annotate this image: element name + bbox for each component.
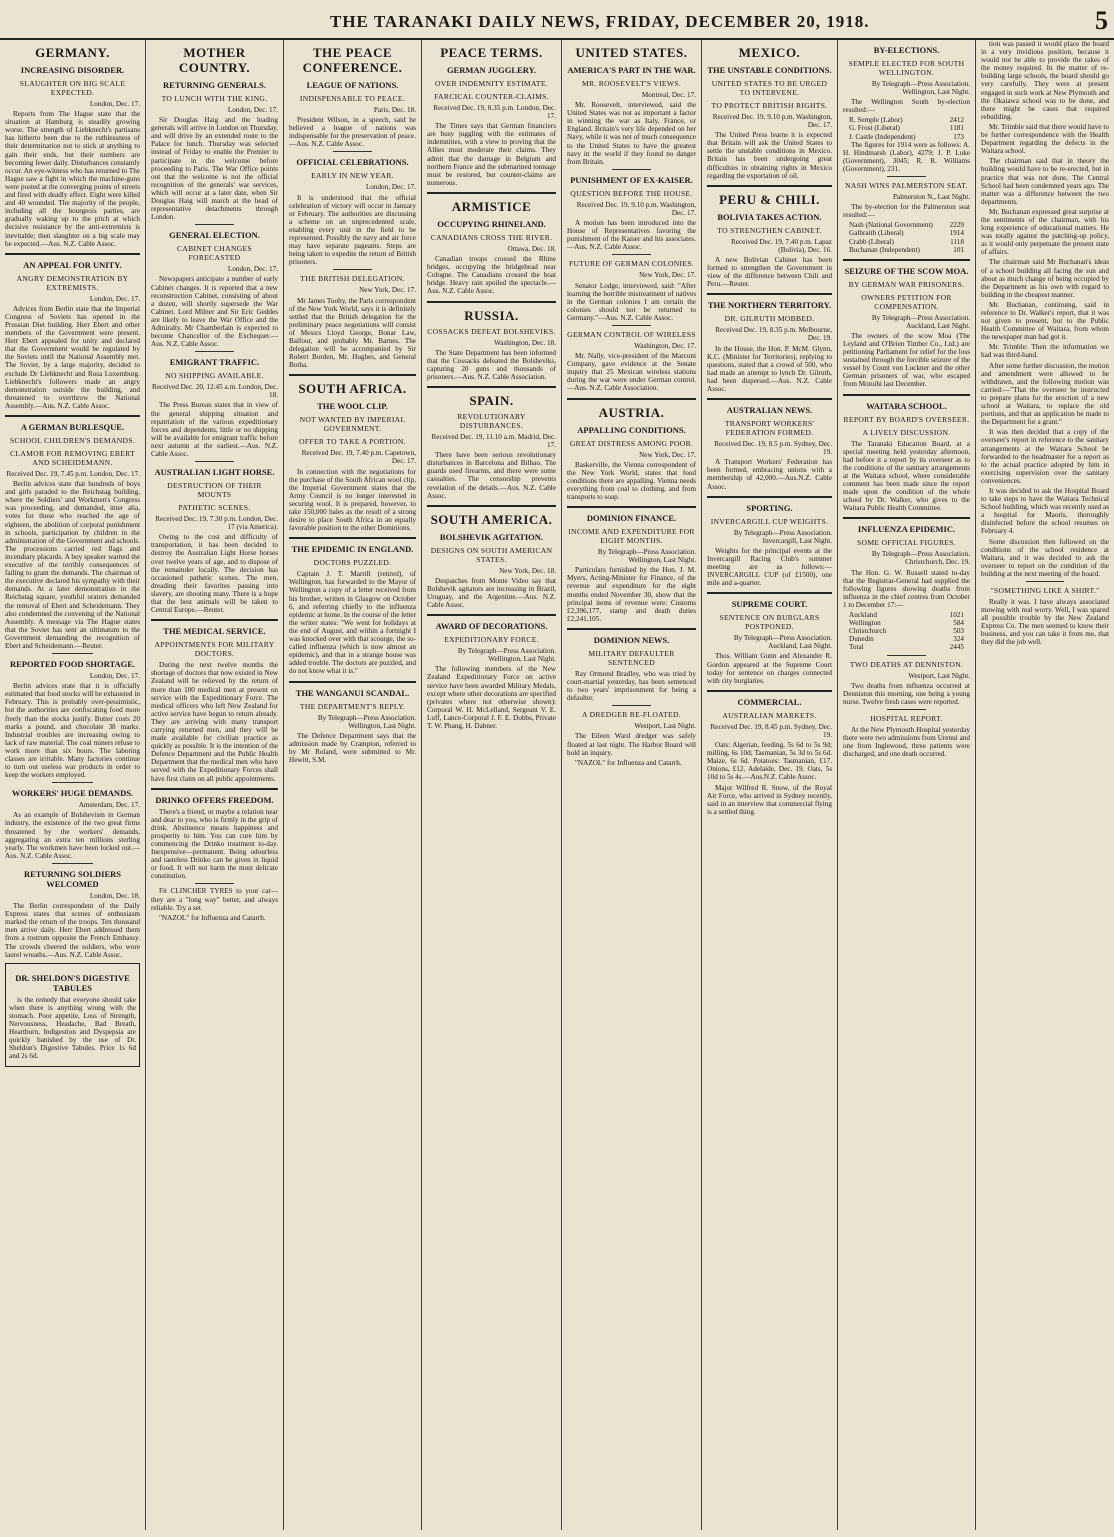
article-headline: AUSTRALIAN NEWS. — [726, 405, 813, 416]
result-name: J. Castle (Independent) — [849, 132, 916, 141]
article-body: Owing to the cost and difficulty of transportation, it has been decided to destroy the Australian Light Horse horses over twelve years of age, and to dispose of the remainder locally. The decision has occasioned pathetic scenes. The men, dreading their favorites passing into slavery, are shooting many. There is a hope that the best animals will be taken to Central Europe.—Reuter. — [151, 533, 278, 615]
divider — [707, 185, 832, 187]
article-subhead: DESIGNS ON SOUTH AMERICAN STATES. — [430, 545, 553, 564]
article-body: It was decided to ask the Hospital Board to take steps to have the Waitara Technical School building, which was recently used as a hospital for Maoris, thoroughly disinfected before the school resumes on February 4. — [981, 486, 1109, 536]
article-subhead: PATHETIC SCENES. — [178, 503, 251, 513]
article-subhead: REVOLUTIONARY DISTURBANCES. — [457, 411, 526, 430]
article-body: It was then decided that a copy of the overseer's report in reference to the sanitary arrangements at the Waitara School be forwarded to the headmaster for a report as to the actual practice adopted by him in exercising supervision over the sanitary conveniences. — [981, 428, 1109, 485]
ad-headline: DR. SHELDON'S DIGESTIVE TABULES — [15, 972, 130, 993]
article-body: Particulars furnished by the Hon. J. M. Myers, Acting-Minister for Finance, of the revenue and expenditure for the eight months ended November 30, show that the principal items of revenue were: Customs £2,396,177, stamp and death duties £2,241,105. — [567, 566, 696, 623]
article-headline: WAITARA SCHOOL. — [866, 400, 947, 411]
result-row — [843, 643, 970, 651]
article-headline: RETURNING SOLDIERS WELCOMED — [23, 868, 122, 889]
article-headline: REPORTED FOOD SHORTAGE. — [9, 659, 136, 670]
article-subhead: MR. ROOSEVELT'S VIEWS. — [581, 79, 682, 88]
divider — [843, 259, 970, 261]
divider — [843, 394, 970, 396]
article-body: Sir Douglas Haig and the leading generals will arrive in London on Thursday, and will drive by an extended route to the Palace for lunch. Thursday was selected instead of Friday to enable the Premier to participate in the welcome before proceeding to Paris. The War Office points out that the welcome is not the official recognition of the generals' war services, which will occur at a later date, when Sir Douglas Haig will march at the head of representative detachments through London. — [151, 116, 278, 222]
article-headline: RETURNING GENERALS. — [163, 80, 266, 90]
result-votes: 1118 — [950, 237, 964, 246]
article-body: Mr. Nally, vice-president of the Marconi Company, gave evidence at the Senate inquiry that 25 Mexican wireless stations during the war were under German control.—Aus. N.Z. Cable Association. — [567, 352, 696, 393]
article-headline: GERMAN JUGGLERY. — [446, 65, 537, 75]
result-name: Nash (National Government) — [849, 221, 933, 230]
dateline: By Telegraph—Press Association. Wellington, Last Night. — [457, 647, 556, 664]
article-body: There's a friend, or maybe a relation near and dear to you, who is firmly in the grip of drink. Abstinence means happiness and prosperity to him. You can cure him by commencing the Drinko treatment to-day. Inexpensive—permanent. Being odourless and tasteless Drinko can be given in liquid or food. It will not harm the most delicate constitution. — [151, 807, 278, 881]
divider — [427, 301, 556, 303]
dateline: Montreal, Dec. 17. — [641, 91, 696, 99]
article-body: The State Department has been informed that the Cossacks defeated the Bolsheviks, capturing 20 guns and thousands of prisoners.—Aus. N.Z. Cable Association. — [427, 348, 556, 381]
result-name: R. Semple (Labor) — [849, 116, 903, 125]
article-body: It is understood that the official celebration of victory will occur in January or February. The authorities are discussing a scheme on an unprecedented scale, enabling every unit in the field to be represented. Possibly the navy and air force may have separate pageants. Steps are being taken to expedite the return of British prisoners. — [289, 193, 416, 267]
result-name: Christchurch — [849, 627, 887, 636]
divider — [707, 293, 832, 295]
article-body: Mr. Buchanan expressed great surprise at the sentiments of the chairman, with his long experience of educational matters. He was totally against the patching-up policy, as it would only perpetuate the present state of affairs. — [981, 207, 1109, 257]
article-subhead: THE BRITISH DELEGATION. — [300, 274, 405, 284]
divider — [52, 653, 93, 654]
dateline: Received Dec. 19, 8.45 p.m. Sydney, Dec. 19. — [710, 722, 832, 739]
article-subhead: TO LUNCH WITH THE KING. — [161, 94, 268, 103]
ad-line: Fit CLINCHER TYRES to your car—they are a "long way" better, and always reliable. Try a set. — [151, 887, 278, 912]
article-headline: INFLUENZA EPIDEMIC. — [857, 524, 956, 535]
divider — [612, 169, 651, 170]
article-subhead: CLAMOR FOR REMOVING EBERT AND SCHEIDEMANN. — [10, 449, 135, 467]
divider — [427, 505, 556, 507]
divider — [612, 325, 651, 326]
result-votes: 584 — [953, 619, 964, 628]
article-body: In connection with the negotiations for the purchase of the South African wool clip, the Imperial Government states that the Army Council is no longer interested in securing wool. It is prepared, however, to take 150,000 bales as the result of a strong desire to place South Africa in an equally favorable position to the other Dominions. — [289, 467, 416, 533]
dateline: Received Dec. 19, 11.10 a.m. Madrid, Dec. 17. — [431, 432, 556, 450]
result-votes: 173 — [953, 132, 964, 141]
result-votes: 1021 — [949, 611, 964, 620]
article-headline: AMERICA'S PART IN THE WAR. — [567, 65, 696, 75]
result-row — [843, 635, 970, 643]
column-mexico — [702, 40, 838, 1530]
masthead — [0, 0, 1114, 40]
dateline: Received Dec. 19, 9.10 p.m. Washington, Dec. 17. — [576, 200, 696, 217]
article-body: Advices from Berlin state that the Imperial Congress of Soviets has opened in the Prussian Diet building. Herr Ebert and other members of the Government were present. Herr Ebert appealed for unity and declared that the Government would be regulated by the Soviets until the National Assembly met. The Soviet, by a large majority, decided to exclude Dr Liebknecht and Rosa Luxemburg. Liebknecht's followers made an angry demonstration outside the building, and threatened to overthrow the National Assembly.—Aus. N.Z. Cable Assoc. — [5, 304, 140, 410]
article-subhead: CANADIANS CROSS THE RIVER. — [430, 232, 553, 242]
article-subhead: QUESTION BEFORE THE HOUSE. — [570, 188, 693, 198]
article-body: The Wellington South by-election resulted:— — [843, 98, 970, 115]
divider — [612, 254, 651, 255]
divider — [887, 709, 925, 710]
article-subhead: REPORT BY BOARD'S OVERSEER. — [843, 414, 970, 424]
divider — [707, 398, 832, 400]
divider — [427, 192, 556, 194]
dateline: Paris, Dec. 18. — [373, 106, 416, 114]
article-headline: THE UNSTABLE CONDITIONS. — [707, 65, 832, 75]
article-body: Senator Lodge, interviewed, said: "After learning the horrible mistreatment of natives in the German colonies I am certain the colonies should not be returned to Germany."—Aus. N.Z. Cable Assoc. — [567, 281, 696, 322]
article-body: The Hon. G. W. Russell stated to-day that the Registrar-General had supplied the following figures showing deaths from influenza in the chief centres from October 1 to December 17:— — [843, 568, 970, 609]
divider — [195, 461, 233, 462]
article-headline: EMIGRANT TRAFFIC. — [169, 357, 260, 368]
article-subhead: A DREDGER RE-FLOATED. — [582, 710, 681, 720]
dateline: Received Dec. 19, 9.10 p.m. Washington, Dec. 17. — [712, 113, 832, 130]
dateline: By Telegraph—Press Association. Auckland, Last Night. — [871, 313, 970, 330]
article-subhead: A LIVELY DISCUSSION. — [862, 427, 951, 437]
dateline: New York, Dec. 17. — [639, 271, 696, 280]
article-body: Major Wilfred R. Snow, of the Royal Air Force, who arrived in Sydney recently, said in an interview that commercial flying is a settled thing. — [707, 783, 832, 816]
divider — [843, 517, 970, 519]
section-heading: SPAIN. — [469, 392, 514, 408]
result-row — [843, 619, 970, 627]
result-row — [843, 116, 970, 124]
article-subhead: OFFER TO TAKE A PORTION. — [299, 437, 406, 447]
result-name: Total — [849, 643, 864, 652]
article-subhead: GREAT DISTRESS AMONG POOR. — [569, 438, 694, 448]
article-subhead: INDISPENSABLE TO PEACE. — [299, 94, 406, 103]
article-body: Canadian troops crossed the Rhine bridges, occupying the bridgehead near Cologne. The Canadians crossed the boat bridge. Heavy rain spoiled the spectacle.—Aus. N.Z. Cable Assoc. — [427, 255, 556, 296]
dateline: By Telegraph—Press Association. Wellington, Last Night. — [597, 548, 696, 565]
article-body: Ray Ormond Bradley, who was tried by court-martial yesterday, has been sentenced to two years' imprisonment for being a defaulter. — [567, 669, 696, 703]
ad-body: is the remedy that everyone should take when there is anything wrong with the stomach. Poor appetite, Loss of Strength, Nervousness, Headache, Bad Breath, Heartburn, Indigestion and Dyspepsia are quickly banished by the use of Dr. Sheldon's Digestive Tabules. Price 1s 6d and 2s 6d. — [9, 995, 136, 1061]
divider — [195, 224, 233, 225]
divider — [333, 269, 371, 270]
result-name: Auckland — [849, 611, 877, 620]
article-subhead: OWNERS PETITION FOR COMPENSATION. — [861, 292, 952, 311]
dateline: Westport, Last Night. — [908, 671, 970, 680]
article-body: The by-election for the Palmerston seat resulted:— — [843, 203, 970, 220]
dateline: Washington, Dec. 18. — [494, 338, 556, 347]
article-subhead: EARLY IN NEW YEAR. — [311, 171, 394, 181]
dateline: By Telegraph—Press Association. Wellington, Last Night. — [317, 713, 416, 730]
article-subhead: SENTENCE ON BURGLARS POSTPONED. — [719, 613, 820, 632]
article-headline: INCREASING DISORDER. — [20, 65, 125, 75]
section-heading: MOTHER COUNTRY. — [178, 45, 251, 75]
divider — [52, 863, 93, 864]
article-subhead: CABINET CHANGES FORECASTED — [176, 244, 253, 263]
article-headline: SEIZURE OF THE SCOW MOA. — [844, 265, 969, 276]
article-headline: SPORTING. — [746, 502, 793, 513]
dateline: Received Dec. 19, 7.45 p.m. London, Dec. 17. — [6, 470, 140, 478]
result-row — [843, 133, 970, 141]
result-votes: 101 — [953, 245, 964, 254]
result-row — [843, 238, 970, 246]
article-headline: PUNISHMENT OF EX-KAISER. — [570, 174, 693, 185]
article-headline: APPALLING CONDITIONS. — [577, 424, 686, 435]
article-subhead: SLAUGHTER ON BIG SCALE EXPECTED. — [19, 79, 126, 97]
article-body: The Press Bureau states that in view of the general shipping situation and repatriation of the various expeditionary forces and dependents, little or no shipping will be available for emigrant traffic before next autumn at the earliest.—Aus. N.Z. Cable Assoc. — [151, 401, 278, 458]
result-name: Galbraith (Liberal) — [849, 229, 904, 238]
dateline: Westport, Last Night. — [634, 722, 696, 731]
article-body: The owners of the scow Moa (The Leyland and O'Brien Timber Co., Ltd.) are petitioning Parliament for relief for the loss sustained through the forcible seizure of the vessel by Count von Luckner and the other German prisoners of war, who escaped from Motuihi last December. — [843, 331, 970, 389]
column-germany — [0, 40, 146, 1530]
result-votes: 324 — [953, 635, 964, 644]
article-body: As an example of Bolshevism in German industry, the existence of the two great firms threatened by the workers' demands, aggregating an extra ten millions sterling yearly. The workmen have been locked out.—Aus. N.Z. Cable Assoc. — [5, 811, 140, 860]
article-subhead: "SOMETHING LIKE A SHIRT." — [990, 586, 1100, 595]
article-subhead: ANGRY DEMONSTRATION BY EXTREMISTS. — [16, 273, 129, 292]
article-subhead: THE DEPARTMENT'S REPLY. — [299, 701, 406, 711]
article-headline: AN APPEAL FOR UNITY. — [23, 259, 122, 270]
article-subhead: COSSACKS DEFEAT BOLSHEVIKS. — [427, 326, 556, 336]
article-body: The Times says that German financiers are busy juggling with the estimates of indemnities, with a view to proving that the Allies must moderate their claims. They admit that the damage in Belgium and northern France and the submarined tonnage must be restored, but counter-claims are numerous. — [427, 122, 556, 187]
article-headline: OCCUPYING RHINELAND. — [437, 218, 546, 229]
divider — [289, 537, 416, 539]
dateline: Received Dec. 19, 7.30 p.m. London, Dec. 17 (via America). — [155, 515, 278, 532]
dateline: London, Dec. 17. — [89, 672, 140, 681]
result-votes: 1914 — [949, 229, 964, 238]
result-name: Wellington — [849, 619, 881, 628]
article-body: In the House, the Hon. P. McM. Glynn, K.C. (Minister for Territories), replying to questions, stated that a crowd of 500, who had made an attempt to lynch Dr. Gilruth, had been dispersed.—Aus. N.Z. Cable Assoc. — [707, 344, 832, 393]
article-subhead: TWO DEATHS AT DENNISTON. — [849, 659, 964, 669]
article-body: The chairman said Mr Buchanan's ideas of a school building all facing the sun and about as much change of being occupied by the Department as his own with regard to building in the cheapest manner. — [981, 258, 1109, 299]
dateline: London, Dec. 17. — [227, 106, 278, 114]
dateline: Amsterdam, Dec. 17. — [78, 801, 140, 810]
article-headline: BOLSHEVIK AGITATION. — [439, 531, 544, 542]
article-subhead: BY GERMAN WAR PRISONERS. — [848, 279, 965, 289]
article-body: During the next twelve months the shortage of doctors that now existed in New Zealand will be relieved by the return of more than 100 medical men at present on service with the Expeditionary Force. The medical officers who left New Zealand for active service have begun to return already. They are arriving with many transport carrying returned men, and they will be made available for civilian practice as quickly as possible. It is the intention of the Defence Department and the Public Health Department that the medical men who have served with the Expeditionary Forces shall have first claim on all public appointments. — [151, 661, 278, 783]
article-headline: WORKERS' HUGE DEMANDS. — [11, 788, 134, 799]
column-peace-conference — [284, 40, 422, 1530]
article-body: Mr. Roosevelt, interviewed, said the United States was not as important a factor in winning the war as Italy, France, or England. Britain's very life depended on her Navy, while it was not of much consequence to the United States to have the greatest navy in the world if they found no danger from Britain. — [567, 101, 696, 166]
section-heading: SOUTH AFRICA. — [298, 381, 407, 397]
article-headline: AUSTRALIAN LIGHT HORSE. — [154, 467, 275, 478]
article-subhead: APPOINTMENTS FOR MILITARY DOCTORS. — [154, 640, 275, 659]
result-votes: 2412 — [949, 116, 964, 125]
article-headline: DOMINION NEWS. — [593, 634, 670, 645]
masthead-title: THE TARANAKI DAILY NEWS, FRIDAY, DECEMBER 20, 1918. — [330, 12, 870, 31]
article-headline: THE WANGANUI SCANDAL. — [295, 687, 410, 698]
article-subhead: FARCICAL COUNTER-CLAIMS. — [434, 92, 549, 101]
dateline: By Telegraph—Press Association. Auckland, Last Night. — [733, 634, 832, 651]
divider — [567, 506, 696, 508]
result-votes: 2445 — [949, 643, 964, 652]
article-body: The chairman said that in theory the building would have to be re-erected, but in practice that was not done. The Central School had been condemned years ago. The matter was a difference between the two departments. — [981, 157, 1109, 206]
article-body: Thos. William Gunn and Alexander R. Gordon appeared at the Supreme Court today for sentence on charges connected with city burglaries. — [707, 652, 832, 685]
article-body: Mr James Tuohy, the Paris correspondent of the New York World, says it is definitely settled that the British delegation for the preliminary peace negotiations will consist of Messrs Lloyd George, Bonar Law, Balfour, and probably Mr. Barnes. The delegation will be accompanied by Sir Robert Borden, Mr. Hughes, and General Botha. — [289, 296, 416, 370]
article-body: After some further discussion, the motion and amendment were allowed to be withdrawn, and the following motion was carried:—"That the overseer be instructed to prepare plans for the erection of a new school at Waitara, to replace the old portions, and that an application be made to the Department for a grant." — [981, 361, 1109, 427]
divider — [151, 619, 278, 621]
dateline: London, Dec. 18. — [89, 891, 140, 900]
divider — [1026, 581, 1064, 582]
result-name: Crabb (Liberal) — [849, 237, 894, 246]
divider — [195, 351, 233, 352]
article-subhead: EXPEDITIONARY FORCE. — [444, 635, 539, 645]
column-continued — [976, 40, 1114, 1530]
section-heading: THE PEACE CONFERENCE. — [302, 45, 403, 75]
article-body: The Defence Department says that the admission made by Crampton, referred to by Mr Roland, were submitted to Mr. Hewitt, S.M. — [289, 731, 416, 764]
article-body: tion was passed it would place the board in a very invidious position, because it would not be able to provide the rakes of the money required. In the matter of re-building large schools, the board should go very carefully. They were at present engaged in such work at New Plymouth and the Okaiawa school was to be done, and there might be cases that required rebuilding. — [981, 40, 1109, 121]
result-votes: 2229 — [949, 221, 964, 230]
dateline: London, Dec. 17. — [365, 183, 416, 192]
result-row — [843, 246, 970, 254]
article-headline: SUPREME COURT. — [731, 599, 808, 610]
section-heading: ARMISTICE — [451, 198, 532, 214]
result-row — [843, 611, 970, 619]
article-body: Some discussion then followed on the conditions of the school residence at Waitara, and it was decided to ask the overseer to report on the condition of the building at the next meeting of the board. — [981, 537, 1109, 578]
article-body: Berlin advices state that hundreds of boys and girls paraded to the Reichstag building, where the Soldiers' and Workmen's Congress was proceeding, and demanded, inter alia, votes for those who reached the age of eighteen, the abolition of corporal punishment in schools, participation by children in the administration of the Government and schools. The processions carried red flags and incendiary placards. A boy speaker warned the executive of the terribly consequences of failing to grant the demands. The chairman of the executive declared his sympathy with their demands. At a later demonstration in the Reichstag square, youthful orators demanded the removal of Ebert and Scheidemann. They also condemned the convening of the National Assembly. A message via The Hague states that the Soviet has sent an ultimatum to the Government demanding the recognition of Ebert and Scheidemann.—Reuter. — [5, 480, 140, 650]
advertisement — [5, 963, 140, 1068]
article-body: The following members of the New Zealand Expeditionary Force on active service have been awarded Military Medals, except where other decorations are specified (privates where not otherwise shown): Corporal W. H. McLelland, Sergeant V. E. Luff, Lance-Corporal J. F. E. Dobbs, Private T. W. Phang, H. Dabner. — [427, 665, 556, 731]
divider — [289, 374, 416, 376]
article-body: The Eileen Ward dredger was safely floated at last night. The Harbor Board will hold an inquiry. — [567, 732, 696, 757]
article-headline: GENERAL ELECTION. — [169, 230, 260, 241]
article-body: The Taranaki Education Board, at a special meeting held yesterday afternoon, had before it a report by its overseer as to the conditions of the sanitary arrangements at the Waitara school, where considerable comment has been made since the report made upon the condition of the whole school by Dr. Walker, who gives to the Waitara Public Health Committee. — [843, 439, 970, 513]
divider — [427, 386, 556, 388]
dateline: Received Dec. 19, 7.40 p.m. Capetown, Dec. 17. — [301, 449, 416, 466]
article-subhead: NO SHIPPING AVAILABLE. — [165, 371, 264, 381]
result-row — [843, 229, 970, 237]
result-row — [843, 627, 970, 635]
article-body: A new Bolivian Cabinet has been formed to strengthen the Government in view of the difference between Chili and Peru.—Reuter. — [707, 255, 832, 289]
article-body: Two deaths from influenza occurred at Denniston this morning, one being a young nurse. Twelve fresh cases were reported. — [843, 681, 970, 706]
article-subhead: AUSTRALIAN MARKETS. — [722, 710, 817, 720]
section-heading: UNITED STATES. — [575, 45, 688, 60]
divider — [289, 681, 416, 683]
article-headline: AWARD OF DECORATIONS. — [435, 621, 548, 632]
article-body: The Berlin correspondent of the Daily Express states that scenes of enthusiasm marked the return of the troops. Ten thousand men arrive daily. Herr Ebert addressed them from a rostrum opposite the French Embassy. The crowds cheered the soldiers, who wore laurel wreaths.—Aus. N.Z. Cable Assoc. — [5, 902, 140, 959]
section-heading: MEXICO. — [738, 45, 801, 60]
section-heading: RUSSIA. — [464, 307, 519, 323]
article-subhead: SOME OFFICIAL FIGURES. — [857, 538, 956, 548]
article-headline: BY-ELECTIONS. — [873, 45, 940, 55]
divider — [333, 151, 371, 152]
article-body: At the New Plymouth Hospital yesterday there were two admissions from Urenui and one from Inglewood, three patients were discharged, and one death occurred. — [843, 725, 970, 759]
column-by-elections — [838, 40, 976, 1530]
article-subhead: INCOME AND EXPENDITURE FOR EIGHT MONTHS. — [568, 527, 695, 546]
article-subhead: SEMPLE ELECTED FOR SOUTH WELLINGTON. — [848, 59, 965, 77]
article-headline: A GERMAN BURLESQUE. — [20, 422, 125, 432]
section-heading: PERU & CHILI. — [719, 191, 820, 207]
article-subhead: OVER INDEMNITY ESTIMATE. — [434, 79, 548, 88]
ad-line: "NAZOL" for Influenza and Catarrh. — [575, 758, 682, 767]
result-row — [843, 124, 970, 132]
divider — [707, 592, 832, 594]
dateline: London, Dec. 17. — [89, 100, 140, 108]
dateline: By Telegraph—Press Association. Invercargill, Last Night. — [733, 528, 832, 545]
article-subhead: DESTRUCTION OF THEIR MOUNTS — [167, 481, 262, 500]
dateline: Palmerston N., Last Night. — [892, 193, 970, 202]
result-name: G. Frost (Liberal) — [849, 124, 900, 133]
result-name: Dunedin — [849, 635, 874, 644]
article-body: Mr. Trimble said that there would have to be further correspondence with the Health Department regarding the defects in the Waitara school. — [981, 122, 1109, 156]
page-number: 5 — [1095, 6, 1108, 35]
divider — [52, 782, 93, 783]
article-subhead: SCHOOL CHILDREN'S DEMANDS. — [9, 436, 136, 445]
article-headline: THE EPIDEMIC IN ENGLAND. — [291, 544, 414, 555]
article-subhead: DR. GILRUTH MOBBED. — [724, 314, 815, 324]
article-body: The figures for 1914 were as follows: A. H. Hindmarsh (Labor), 4279; J. P. Luke (Government), 3045; R. R. Williams (Government), 231. — [843, 140, 970, 173]
article-subhead: FUTURE OF GERMAN COLONIES. — [568, 259, 695, 269]
article-subhead: TRANSPORT WORKERS' FEDERATION FORMED. — [724, 419, 815, 438]
article-subhead: TO STRENGTHEN CABINET. — [717, 225, 822, 235]
article-subhead: GERMAN CONTROL OF WIRELESS — [567, 329, 696, 339]
article-headline: THE NORTHERN TERRITORY. — [707, 300, 832, 311]
section-heading: SOUTH AMERICA. — [430, 511, 553, 527]
dateline: By Telegraph—Press Association. Christchurch, Dec. 19. — [871, 550, 970, 567]
article-headline: THE MEDICAL SERVICE. — [163, 626, 266, 637]
article-subhead: NASH WINS PALMERSTON SEAT. — [845, 181, 968, 191]
article-headline: THE WOOL CLIP. — [317, 401, 388, 412]
column-mother-country — [146, 40, 284, 1530]
dateline: London, Dec. 17. — [227, 265, 278, 274]
divider — [5, 415, 140, 417]
article-body: Berlin advices state that it is officially estimated that food stocks will be exhausted in February. This is probably over-pessimistic, but the authorities are confiscating food more freely than the stocks justify. Butter costs 20 marks a pound, and chocolate 38 marks. Industrial troubles are increasing owing to lack of raw material. The coal miners refuse to work more than six hours. The laboring classes are irritable. Many factories continue to turn out useless war products in order to keep the workers employed. — [5, 682, 140, 780]
column-united-states — [562, 40, 702, 1530]
divider — [5, 253, 140, 255]
divider — [195, 883, 233, 884]
article-body: Newspapers anticipate a number of early Cabinet changes. It is reported that a new reconstruction Cabinet, consisting of about a dozen, will shortly supersede the War Cabinet. Lord Milner and Sir Eric Geddes are likely to leave the War Office and the Admiralty. Mr Chamberlain is expected to become Chancellor of the Exchequer.—Aus. N.Z. Cable Assoc. — [151, 275, 278, 349]
result-votes: 1181 — [949, 124, 964, 133]
article-body: President Wilson, in a speech, said he believed a league of nations was indispensable for the preservation of peace.—Aus. N.Z. Cable Assoc. — [289, 116, 416, 149]
result-votes: 503 — [953, 627, 964, 636]
dateline: New York, Dec. 18. — [499, 566, 556, 575]
dateline: Received Dec. 19, 8.5 p.m. Sydney, Dec. 19. — [714, 440, 832, 457]
article-subhead: UNITED STATES TO BE URGED TO INTERVENE. — [711, 79, 828, 97]
dateline: Received Dec. 19, 7.40 p.m. Lapaz (Bolivia), Dec. 16. — [731, 237, 832, 254]
column-peace-terms — [422, 40, 562, 1530]
article-subhead: NOT WANTED BY IMPERIAL GOVERNMENT. — [299, 415, 406, 434]
article-body: A Transport Workers' Federation has been formed, embracing unions with a membership of 42,000.—Aus.N.Z. Cable Assoc. — [707, 458, 832, 491]
divider — [707, 690, 832, 692]
article-subhead: TO PROTECT BRITISH RIGHTS. — [711, 101, 828, 110]
divider — [567, 398, 696, 400]
article-body: Baskerville, the Vienna correspondent of the New York World, states that food conditions there are appalling. Vienna needs everything from coal to clothing, and from transports to soap. — [567, 460, 696, 501]
article-body: Captain J. T. Marrill (retired), of Wellington, has forwarded to the Mayor of Wellington a copy of a letter received from his brother, written in Glasgow on October 6, and referring chiefly to the influenza epidemic at home. In the course of the letter the writer states: "We went for holidays at the end of August, and within a fortnight I was knocked over with that scourge, the so-called influenza (which is now almost an epidemic), and that in a strange house was added trouble. The doctors are puzzled, and do not know what it is." — [289, 570, 416, 676]
article-headline: BOLIVIA TAKES ACTION. — [717, 211, 822, 222]
section-heading: AUSTRIA. — [598, 404, 665, 420]
article-headline: DRINKO OFFERS FREEDOM. — [155, 794, 274, 805]
dateline: New York, Dec. 17. — [359, 286, 416, 295]
article-headline: OFFICIAL CELEBRATIONS. — [296, 157, 409, 168]
divider — [427, 614, 556, 616]
article-body: Reports from The Hague state that the situation at Hamburg is steadily growing worse. The strength of Liebknecht's partisans has hitherto been due to the ruthlessness of their determination not to stick at anything to gain their ends, but their numbers are becoming fewer daily. Disturbances constantly occur. An eye-witness who has returned to The Hague saw a fight in which the machine-guns were posted at the converging points of streets and fired with deadly effect. Eight were killed and 40 wounded. The majority of the people, including all the bourgeois parties, are gradually waking up to the pitch at which decisive resistance by the anti-extremists is inevitable; then slaughter on a big scale may be expected.—Aus. N.Z. Cable Assoc. — [5, 110, 140, 248]
result-name: Buchanan (Independent) — [849, 245, 920, 254]
article-body: Weights for the principal events at the Invercargill Racing Club's summer meeting are as follows:—INVERCARGILL CUP (of £1500), one mile and a-quarter. — [707, 546, 832, 588]
article-body: A motion has been introduced into the House of Representatives favoring the punishment of the Kaiser and his associates.—Aus. N.Z. Cable Assoc. — [567, 219, 696, 252]
dateline: London, Dec. 17. — [89, 294, 140, 303]
dateline: New York, Dec. 17. — [639, 450, 696, 459]
article-headline: LEAGUE OF NATIONS. — [306, 80, 399, 90]
divider — [151, 788, 278, 790]
article-headline: COMMERCIAL. — [737, 696, 802, 707]
dateline: Received Dec. 19, 8.35 p.m. London, Dec. 17. — [433, 104, 556, 121]
dateline: By Telegraph—Press Association. Wellington, Last Night. — [871, 80, 970, 97]
divider — [887, 655, 925, 656]
dateline: Received Dec. 20, 12.45 a.m. London, Dec. 18. — [152, 383, 278, 400]
article-body: There have been serious revolutionary disturbances in Barcelona and Bilbao. The guards used firearms, and there were some casualties. The censorship prevents revelation of the details.—Aus. N.Z. Cable Assoc. — [427, 451, 556, 500]
divider — [707, 496, 832, 498]
article-subhead: INVERCARGILL CUP WEIGHTS. — [710, 516, 829, 526]
article-body: The United Press learns it is expected that Britain will ask the United States to settle the unstable conditions in Mexico. Britain has been undergoing great difficulties in obtaining rights in Mexico regarding the exportation of oil. — [707, 131, 832, 180]
article-subhead: DOCTORS PUZZLED. — [313, 558, 392, 568]
section-heading: GERMANY. — [35, 45, 110, 60]
result-row — [843, 221, 970, 229]
article-body: Mr. Trimble: Then the information we had was third-hand. — [981, 343, 1109, 360]
article-body: Oats: Algerian, feeding, 5s 6d to 5s 9d; milling, 6s 10d; Tasmanian, 5s 3d to 5s 6d. Maize, 6s 6d. Potatoes: Tasmanian, £17. Onions, £12. Adelaide, Dec. 19. Oats, 5s 10d to 5s 4s.—Aus.N.Z. Cable Assoc. — [707, 741, 832, 782]
dateline: Ottawa, Dec. 18. — [507, 244, 556, 253]
divider — [887, 176, 925, 177]
ad-line: "NAZOL" for Influenza and Catarrh. — [159, 913, 266, 922]
article-body: Despatches from Monte Video say that Bolshevik agitators are increasing in Brazil, Uruguay, and the Argentine.—Aus. N.Z. Cable Assoc. — [427, 576, 556, 610]
divider — [612, 705, 651, 706]
dateline: Received Dec. 19, 8.35 p.m. Melbourne, Dec. 19. — [715, 326, 832, 343]
article-body: Really it was. I have always associated mowing with real worry. Well, I was spared all possible trouble by the New Zealand Express Co. The men seemed to know their business, and you can take it from me, that they did the job well. — [981, 598, 1109, 647]
article-headline: DOMINION FINANCE. — [586, 513, 677, 524]
section-heading: PEACE TERMS. — [440, 45, 543, 60]
article-subhead: HOSPITAL REPORT. — [870, 713, 943, 723]
article-body: Mr. Buchanan, continuing, said in reference to Dr. Walker's report, that it was not given to present, but to the Public Health Committee of Waitara, from whom the newspaper man had got it. — [981, 300, 1109, 342]
divider — [567, 628, 696, 630]
article-subhead: MILITARY DEFAULTER SENTENCED — [588, 648, 675, 667]
dateline: Washington, Dec. 17. — [634, 341, 696, 350]
